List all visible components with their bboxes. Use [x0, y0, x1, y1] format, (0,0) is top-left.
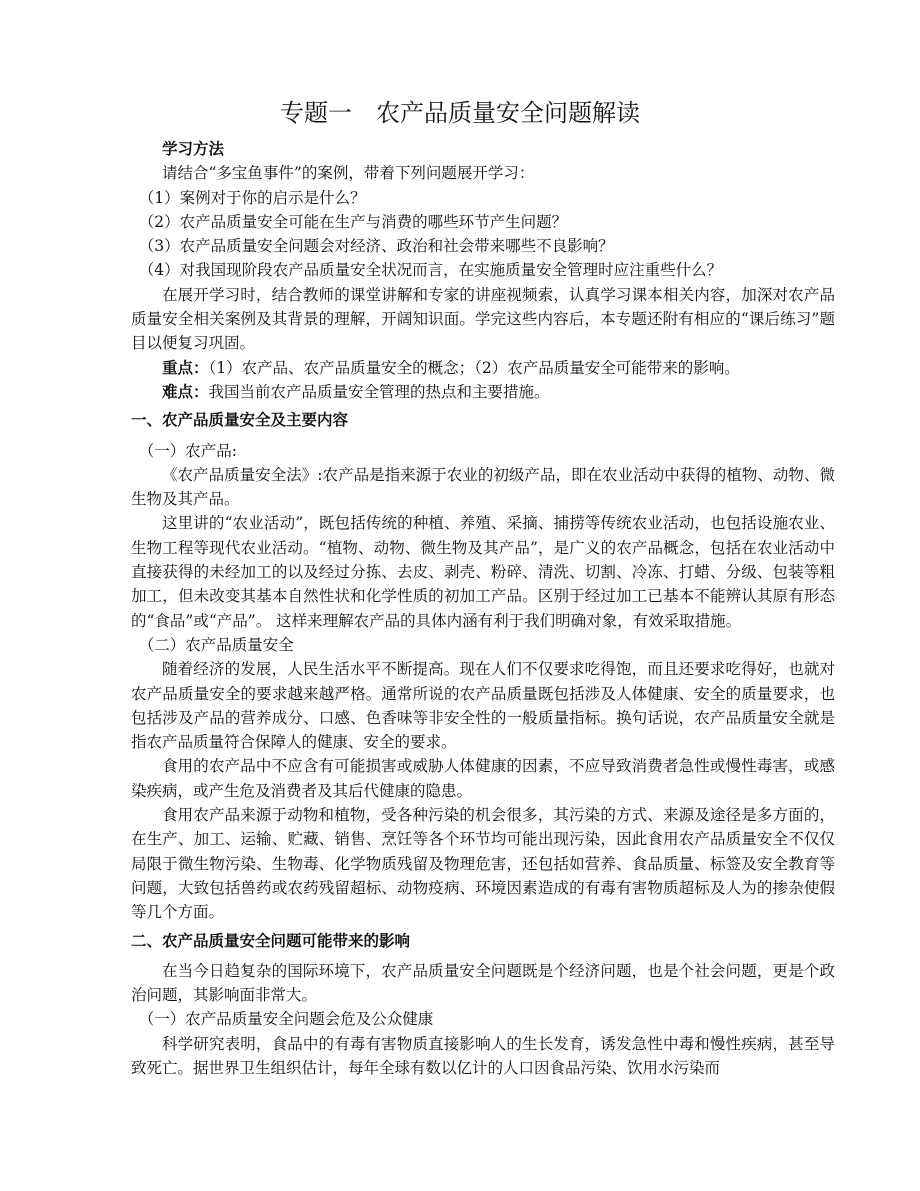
section-2-paragraph-1: 在当今日趋复杂的国际环境下，农产品质量安全问题既是个经济问题，也是个社会问题，更是个政治问题，其影响面非常大。: [131, 961, 835, 1005]
section-2-sub1-paragraph-1: 科学研究表明，食品中的有毒有害物质直接影响人的生长发育，诱发急性中毒和慢性疾病，甚至导致死亡。据世界卫生组织估计，每年全球有数以亿计的人口因食品污染、饮用水污染而: [131, 1034, 835, 1077]
learning-method-intro: 请结合“多宝鱼事件”的案例，带着下列问题展开学习：: [162, 164, 535, 183]
page-title: 专题一 农产品质量安全问题解读: [280, 99, 640, 127]
key-points-text: （1）农产品、农产品质量安全的概念；（2）农产品质量安全可能带来的影响。: [208, 358, 740, 377]
difficulties-label: 难点：: [162, 382, 209, 401]
question-3: （3）农产品质量安全问题会对经济、政治和社会带来哪些不良影响？: [138, 237, 614, 256]
difficulties: [131, 380, 835, 404]
key-points: [131, 356, 835, 380]
document-body: [131, 137, 835, 1080]
question-2: （2）农产品质量安全可能在生产与消费的哪些环节产生问题？: [138, 212, 568, 231]
section-1-heading: 一、农产品质量安全及主要内容: [131, 411, 349, 430]
learning-method-closing: 在展开学习时，结合教师的课堂讲解和专家的讲座视频索，认真学习课本相关内容，加深对农产品质量安全相关案例及其背景的理解，开阔知识面。学完这些内容后，本专题还附有相应的“课后练习”题目以便复习巩固。: [131, 285, 835, 353]
section-1-sub2-paragraph-2: 食用的农产品中不应含有可能损害或威胁人体健康的因素，不应导致消费者急性或慢性毒害，或感染疾病，或产生危及消费者及其后代健康的隐患。: [131, 757, 835, 800]
section-1-sub1-paragraph-1: 《农产品质量安全法》:农产品是指来源于农业的初级产品，即在农业活动中获得的植物、动物、微生物及其产品。: [131, 465, 835, 509]
section-2-sub1-title: （一）农产品质量安全问题会危及公众健康: [138, 1010, 434, 1029]
section-1-sub2-paragraph-3: 食用农产品来源于动物和植物，受各种污染的机会很多，其污染的方式、来源及途径是多方面的，在生产、加工、运输、贮藏、销售、烹饪等各个环节均可能出现污染，因此食用农产品质量安全不仅仅局限于微生物污染、生物毒、化学物质残留及物理危害，还包括如营养、食品质量、标签及安全教育等问题，大致包括兽药或农药残留超标、动物疫病、环境因素造成的有毒有害物质超标及人为的掺杂使假等几个方面。: [131, 806, 835, 922]
learning-method-heading: 学习方法: [162, 140, 225, 158]
section-1-sub1-title: （一）农产品:: [138, 441, 237, 460]
question-4: （4）对我国现阶段农产品质量安全状况而言，在实施质量安全管理时应注重些什么？: [138, 261, 723, 280]
section-1-sub2-title: （二）农产品质量安全: [138, 635, 294, 654]
key-points-label: 重点：: [162, 358, 209, 377]
question-1: （1）案例对于你的启示是什么？: [138, 188, 366, 207]
section-2-heading: 二、农产品质量安全问题可能带来的影响: [131, 931, 411, 950]
difficulties-text: 我国当前农产品质量安全管理的热点和主要措施。: [208, 382, 550, 401]
section-1-sub1-paragraph-2: 这里讲的“农业活动”，既包括传统的种植、养殖、采摘、捕捞等传统农业活动，也包括设施农业、生物工程等现代农业活动。“植物、动物、微生物及其产品”，是广义的农产品概念，包括在农业活动中直接获得的未经加工的以及经过分拣、去皮、剥壳、粉碎、清洗、切割、冷冻、打蜡、分级、包装等粗加工，但未改变其基本自然性状和化学性质的初加工产品。区别于经过加工已基本不能辨认其原有形态的“食品”或“产品”。 这样来理解农产品的具体内涵有利于我们明确对象，有效采取措施。: [131, 514, 835, 630]
section-1-sub2-paragraph-1: 随着经济的发展，人民生活水平不断提高。现在人们不仅要求吃得饱，而且还要求吃得好，也就对农产品质量安全的要求越来越严格。通常所说的农产品质量既包括涉及人体健康、安全的质量要求，也包括涉及产品的营养成分、口感、色香味等非安全性的一般质量指标。换句话说，农产品质量安全就是指农产品质量符合保障人的健康、安全的要求。: [131, 660, 835, 752]
